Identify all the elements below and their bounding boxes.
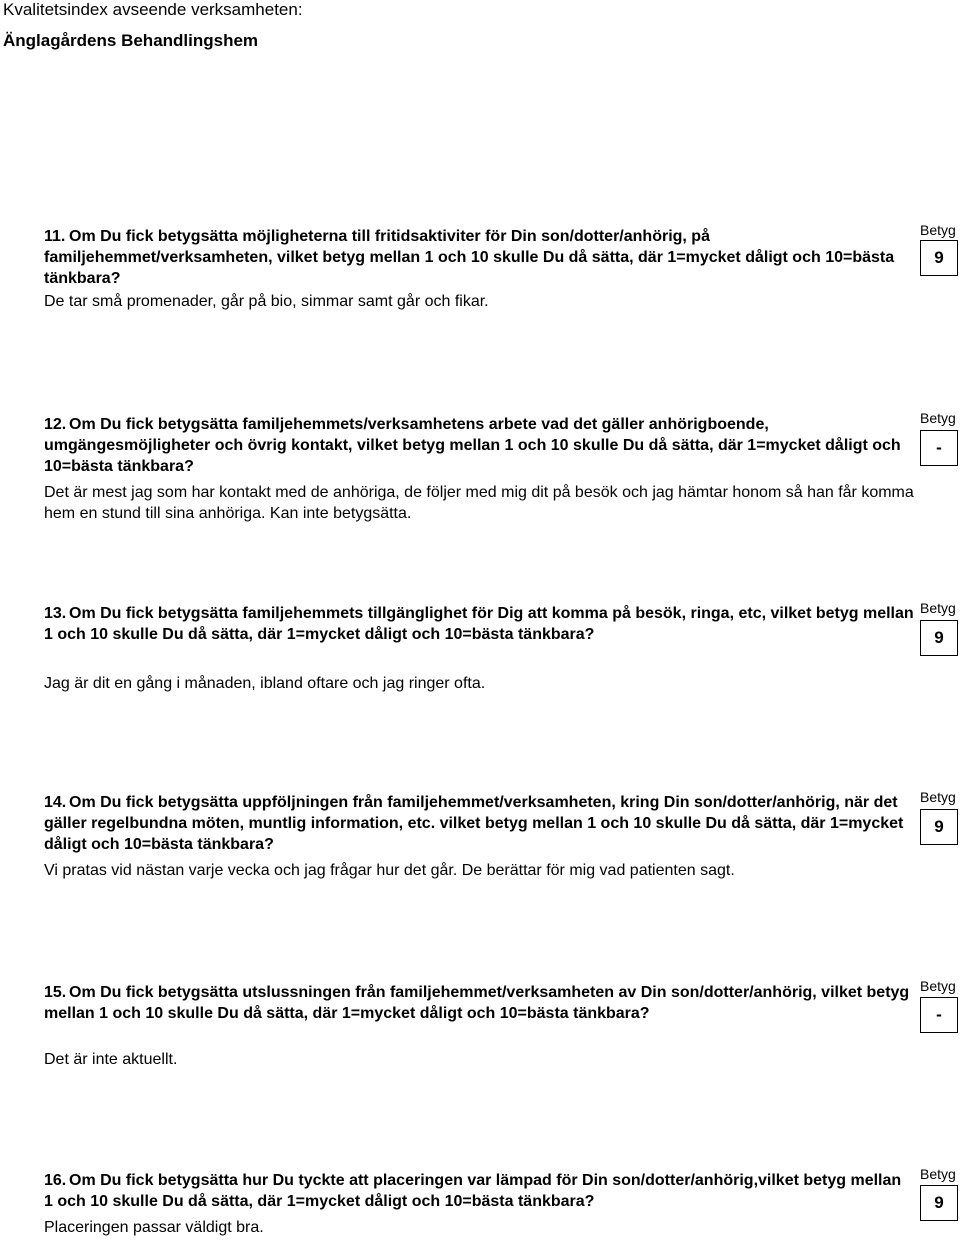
rating-label: Betyg (920, 410, 956, 426)
rating-label: Betyg (920, 1166, 956, 1182)
rating-box: 9 (920, 809, 958, 845)
rating-label: Betyg (920, 600, 956, 616)
rating-box: - (920, 430, 958, 466)
question-text: Om Du fick betygsätta möjligheterna till fritidsaktiviter för Din son/dotter/anhörig, på familjehemmet/verksamheten, vilket betyg mellan 1 och 10 skulle Du då sätta, där 1=mycket dåligt och 10=bästa tänkbara? (44, 228, 895, 287)
rating-label: Betyg (920, 222, 956, 238)
rating-box: 9 (920, 240, 958, 276)
answer-text: De tar små promenader, går på bio, simmar samt går och fikar. (44, 293, 489, 310)
rating-box: 9 (920, 1185, 958, 1221)
rating-box: - (920, 997, 958, 1033)
question-text: Om Du fick betygsätta uppföljningen från familjehemmet/verksamheten, kring Din son/dotter/anhörig, när det gäller regelbundna möten, muntlig information, etc. vilket betyg mellan 1 och 10 skulle Du då sätta, där 1=mycket dåligt och 10=bästa tänkbara? (44, 794, 904, 853)
question-number: 13. (44, 605, 67, 622)
question-text: Om Du fick betygsätta familjehemmets/verksamhetens arbete vad det gäller anhörigboende, umgängesmöjligheter och övrig kontakt, vilket betyg mellan 1 och 10 skulle Du då sätta, där 1=mycket dåligt och 10=bästa tänkbara? (44, 416, 901, 475)
question-text: Om Du fick betygsätta utslussningen från familjehemmet/verksamheten av Din son/dotter/anhörig, vilket betyg mellan 1 och 10 skulle Du då sätta, där 1=mycket dåligt och 10=bästa tänkbara? (44, 984, 910, 1022)
rating-label: Betyg (920, 978, 956, 994)
question-number: 14. (44, 794, 67, 811)
answer-text: Det är inte aktuellt. (44, 1051, 178, 1068)
answer-text: Jag är dit en gång i månaden, ibland oftare och jag ringer ofta. (44, 675, 486, 692)
answer-text: Vi pratas vid nästan varje vecka och jag frågar hur det går. De berättar för mig vad patienten sagt. (44, 862, 735, 879)
question-text: Om Du fick betygsätta hur Du tyckte att placeringen var lämpad för Din son/dotter/anhörig,vilket betyg mellan 1 och 10 skulle Du då sätta, där 1=mycket dåligt och 10=bästa tänkbara? (44, 1172, 902, 1210)
question-number: 16. (44, 1172, 67, 1189)
answer-text: Det är mest jag som har kontakt med de anhöriga, de följer med mig dit på besök och jag hämtar honom så han får komma hem en stund till sina anhöriga. Kan inte betygsätta. (44, 484, 914, 522)
document-title: Kvalitetsindex avseende verksamheten: (3, 0, 303, 19)
question-number: 15. (44, 984, 67, 1001)
organization-name: Änglagårdens Behandlingshem (3, 31, 259, 50)
question-number: 11. (44, 228, 66, 245)
rating-label: Betyg (920, 789, 956, 805)
question-text: Om Du fick betygsätta familjehemmets tillgänglighet för Dig att komma på besök, ringa, etc, vilket betyg mellan 1 och 10 skulle Du då sätta, där 1=mycket dåligt och 10=bästa tänkbara? (44, 605, 914, 643)
answer-text: Placeringen passar väldigt bra. (44, 1219, 264, 1236)
rating-box: 9 (920, 620, 958, 656)
question-number: 12. (44, 416, 67, 433)
